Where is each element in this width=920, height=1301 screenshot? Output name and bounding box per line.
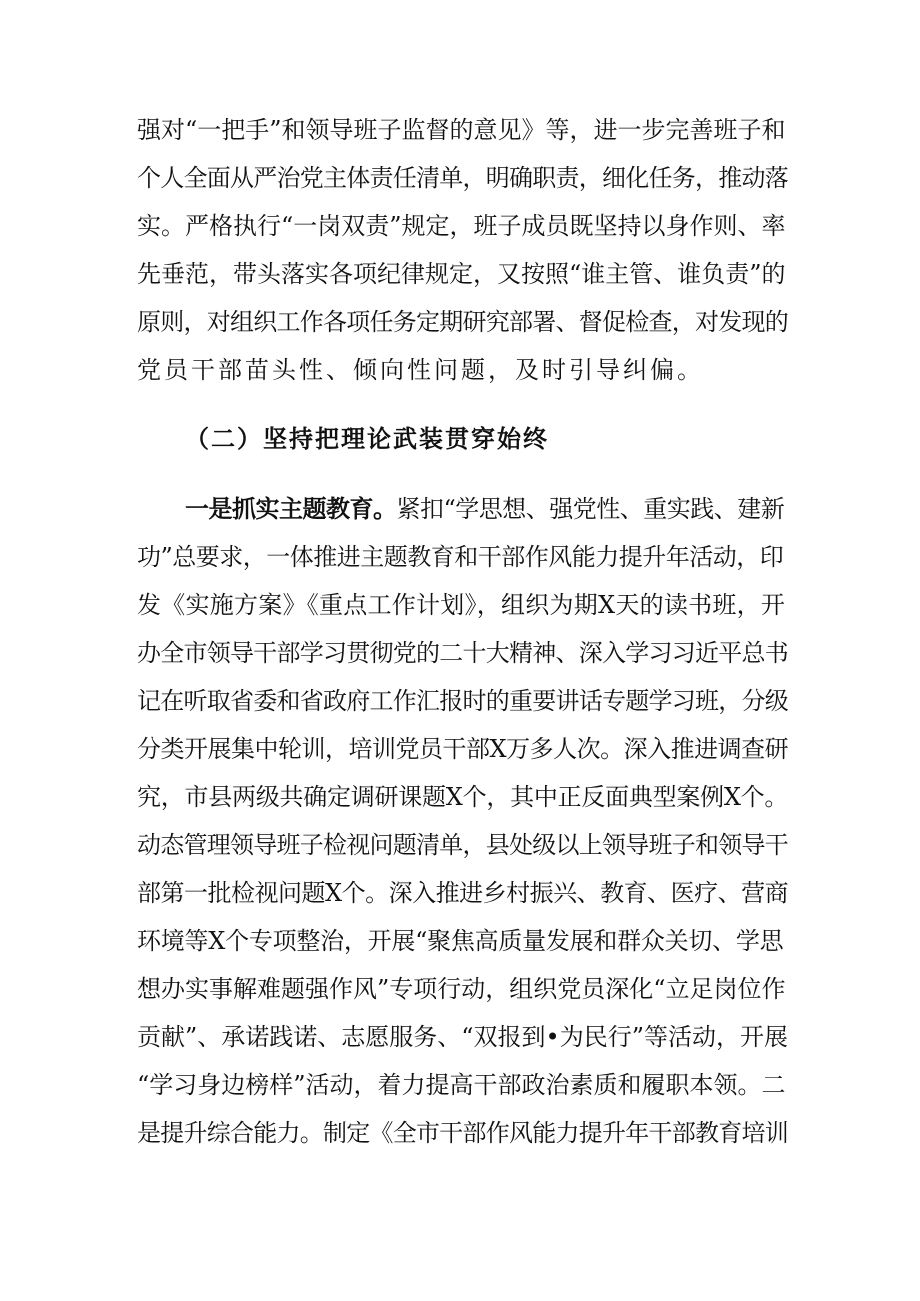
paragraph-line: “学习身边榜样”活动，着力提高干部政治素质和履职本领。二: [137, 1071, 786, 1099]
paragraph-line: 功”总要求，一体推进主题教育和干部作风能力提升年活动，印: [137, 543, 784, 571]
paragraph-line: 是提升综合能力。制定《全市干部作风能力提升年干部教育培训: [137, 1119, 788, 1147]
paragraph-line: 环境等X个专项整治，开展“聚焦高质量发展和群众关切、学思: [137, 927, 784, 955]
paragraph-first-line: [185, 493, 787, 525]
paragraph-line: 办全市领导干部学习贯彻党的二十大精神、深入学习习近平总书: [137, 639, 788, 667]
paragraph-line: 部第一批检视问题X个。深入推进乡村振兴、教育、医疗、营商: [137, 879, 789, 907]
first-line-text: 紧扣“学思想、强党性、重实践、建新: [396, 495, 785, 523]
paragraph-line: 究，市县两级共确定调研课题X个，其中正反面典型案例X个。: [137, 783, 789, 811]
paragraph-line: 想办实事解难题强作风”专项行动，组织党员深化“立足岗位作: [137, 975, 786, 1003]
paragraph-line: 党员干部苗头性、倾向性问题，及时引导纠偏。: [137, 356, 704, 384]
section-heading: （二）坚持把理论武装贯穿始终: [185, 424, 549, 453]
paragraph-line: 记在听取省委和省政府工作汇报时的重要讲话专题学习班，分级: [137, 687, 788, 715]
paragraph-line: 实。严格执行“一岗双责”规定，班子成员既坚持以身作则、率: [137, 212, 786, 240]
paragraph-line: 个人全面从严治党主体责任清单，明确职责，细化任务，推动落: [137, 164, 788, 192]
paragraph-line: 动态管理领导班子检视问题清单，县处级以上领导班子和领导干: [137, 831, 788, 859]
paragraph-line: 发《实施方案》《重点工作计划》，组织为期X天的读书班，开: [137, 591, 786, 619]
paragraph-line: 分类开展集中轮训，培训党员干部X万多人次。深入推进调查研: [137, 735, 789, 763]
paragraph-line: 原则，对组织工作各项任务定期研究部署、督促检查，对发现的: [137, 308, 788, 336]
lead-bold-text: 一是抓实主题教育。: [185, 494, 397, 523]
paragraph-line: 先垂范，带头落实各项纪律规定，又按照“谁主管、谁负责”的: [137, 260, 786, 288]
paragraph-line: 贡献”、承诺践诺、志愿服务、“双报到•为民行”等活动，开展: [137, 1023, 788, 1051]
paragraph-line: 强对“一把手”和领导班子监督的意见》等，进一步完善班子和: [137, 116, 786, 144]
